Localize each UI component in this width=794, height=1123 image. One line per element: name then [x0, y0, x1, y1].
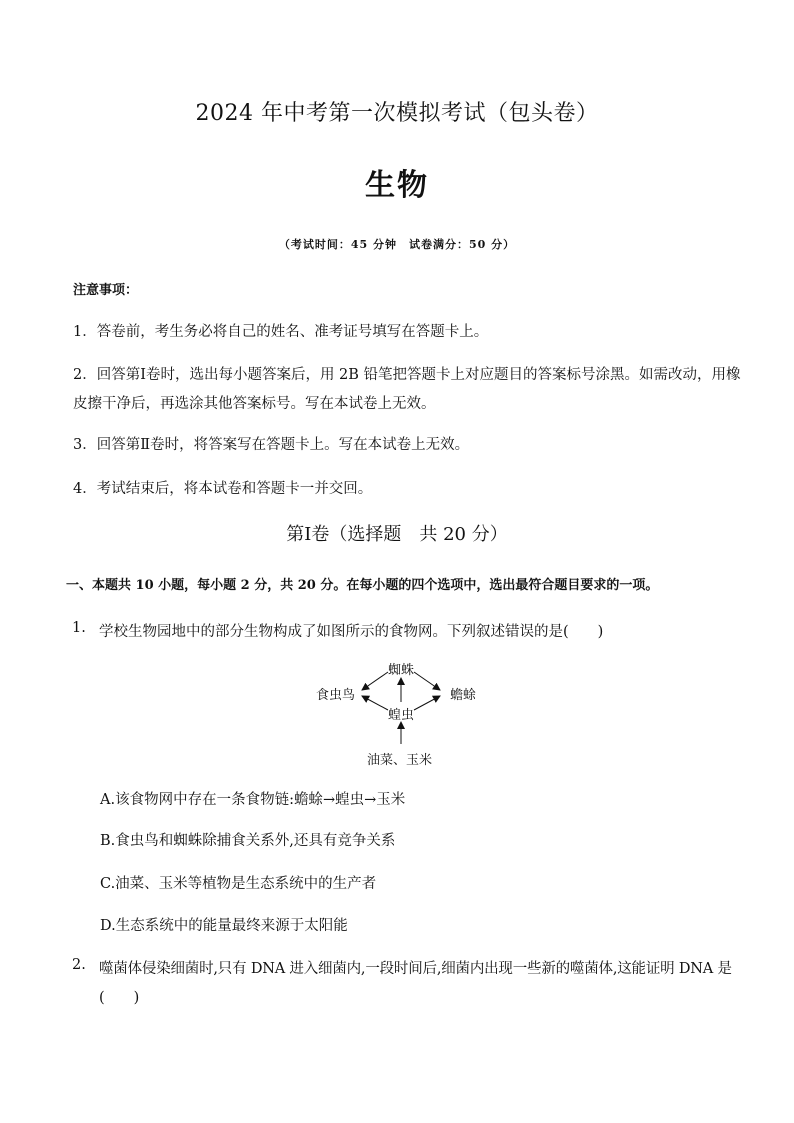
section-instruction: 一、本题共 10 小题，每小题 2 分，共 20 分。在每小题的四个选项中，选出最符合题目要求的一项。: [66, 578, 659, 593]
question-1-text: 学校生物园地中的部分生物构成了如图所示的食物网。下列叙述错误的是( ): [99, 624, 604, 640]
question-2-text: 噬菌体侵染细菌时,只有 DNA 进入细菌内,一段时间后,细菌内出现一些新的噬菌体,这能证明 DNA 是: [99, 961, 732, 977]
question-1-option-d: D.生态系统中的能量最终来源于太阳能: [100, 918, 348, 934]
question-1-option-c: C.油菜、玉米等植物是生态系统中的生产者: [100, 876, 377, 892]
notes-heading: 注意事项：: [73, 283, 139, 298]
note-item-3: 3．回答第Ⅱ卷时，将答案写在答题卡上。写在本试卷上无效。: [73, 437, 470, 453]
exam-info: （考试时间：45 分钟 试卷满分：50 分）: [278, 238, 516, 251]
exam-title: 2024 年中考第一次模拟考试（包头卷）: [195, 101, 599, 126]
node-locust: 蝗虫: [388, 708, 415, 723]
note-item-2-continued: 皮擦干净后，再选涂其他答案标号。写在本试卷上无效。: [73, 396, 436, 412]
note-item-1: 1．答卷前，考生务必将自己的姓名、准考证号填写在答题卡上。: [73, 324, 489, 340]
node-toad: 蟾蜍: [450, 688, 477, 703]
arrow-spider-to-bird: [362, 672, 388, 690]
question-1-number: 1.: [72, 620, 86, 636]
food-web-diagram: [300, 652, 500, 772]
note-item-2: 2．回答第Ⅰ卷时，选出每小题答案后，用 2B 铅笔把答题卡上对应题目的答案标号涂黑。如需改动，用橡: [73, 367, 741, 383]
note-item-4: 4．考试结束后，将本试卷和答题卡一并交回。: [73, 481, 373, 497]
arrow-spider-to-toad: [414, 672, 440, 690]
node-insectivorous-bird: 食虫鸟: [316, 688, 356, 703]
subject-title: 生物: [365, 168, 429, 203]
arrow-locust-to-bird: [362, 696, 388, 710]
node-plants: 油菜、玉米: [367, 753, 433, 768]
question-1-option-a: A.该食物网中存在一条食物链:蟾蜍→蝗虫→玉米: [100, 792, 406, 808]
question-1-option-b: B.食虫鸟和蜘蛛除捕食关系外,还具有竞争关系: [100, 833, 396, 849]
question-2-text-continued: ( ): [99, 990, 140, 1006]
arrow-locust-to-toad: [414, 696, 440, 710]
node-spider: 蜘蛛: [388, 663, 415, 678]
question-2-number: 2.: [72, 957, 86, 973]
section-title: 第Ⅰ卷（选择题 共 20 分）: [286, 524, 508, 545]
